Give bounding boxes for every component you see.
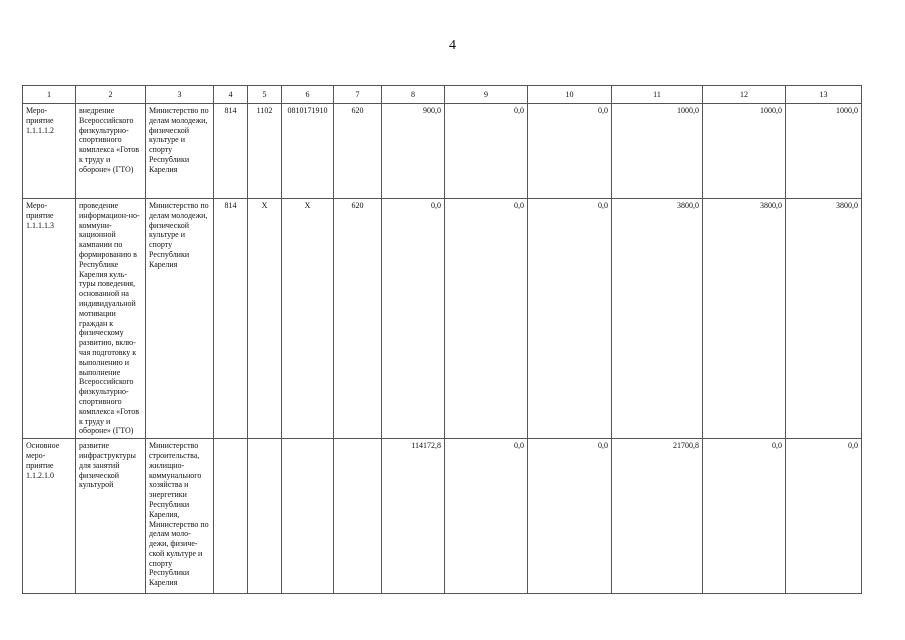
rzpr-cell: X <box>248 199 282 439</box>
header-cell-2: 2 <box>76 86 146 104</box>
value-cell-11: 1000,0 <box>612 104 703 199</box>
name-cell: развитие инфраструктуры для занятий физической культурой <box>76 439 146 594</box>
header-cell-7: 7 <box>334 86 382 104</box>
table-row <box>23 199 862 439</box>
header-cell-6: 6 <box>282 86 334 104</box>
grbs-cell: 814 <box>214 104 248 199</box>
header-cell-10: 10 <box>528 86 612 104</box>
csr-cell: 0810171910 <box>282 104 334 199</box>
header-cell-8: 8 <box>382 86 445 104</box>
rzpr-cell <box>248 439 282 594</box>
value-cell-13: 1000,0 <box>786 104 862 199</box>
name-cell: внедрение Всероссийского физкультурно-спортивного комплекса «Готов к труду и обороне» (ГТО) <box>76 104 146 199</box>
value-cell-8: 900,0 <box>382 104 445 199</box>
vr-cell <box>334 439 382 594</box>
value-cell-13: 3800,0 <box>786 199 862 439</box>
status-cell: Меро-приятие 1.1.1.1.3 <box>23 199 76 439</box>
budget-table <box>22 85 862 594</box>
header-cell-13: 13 <box>786 86 862 104</box>
value-cell-9: 0,0 <box>445 199 528 439</box>
status-cell: Меро-приятие 1.1.1.1.2 <box>23 104 76 199</box>
executor-cell: Министерство по делам молодежи, физической культуре и спорту Республики Карелия <box>146 104 214 199</box>
table-header-row <box>23 86 862 104</box>
header-cell-3: 3 <box>146 86 214 104</box>
value-cell-8: 114172,8 <box>382 439 445 594</box>
name-cell: проведение информацион-но-коммуни-кационной кампании по формированию в Республике Карелия куль-туры поведения, основанной на индивидуальной мотивации граждан к физическому развитию, вклю-чая подготовку к выполнению и выполнение Всероссийского физкультурно-спортивного комплекса «Готов к труду и обороне» (ГТО) <box>76 199 146 439</box>
grbs-cell: 814 <box>214 199 248 439</box>
header-cell-9: 9 <box>445 86 528 104</box>
table-row <box>23 104 862 199</box>
value-cell-10: 0,0 <box>528 104 612 199</box>
csr-cell: X <box>282 199 334 439</box>
value-cell-12: 1000,0 <box>703 104 786 199</box>
table-row <box>23 439 862 594</box>
header-cell-4: 4 <box>214 86 248 104</box>
value-cell-10: 0,0 <box>528 199 612 439</box>
header-cell-1: 1 <box>23 86 76 104</box>
value-cell-11: 21700,8 <box>612 439 703 594</box>
grbs-cell <box>214 439 248 594</box>
value-cell-9: 0,0 <box>445 439 528 594</box>
value-cell-9: 0,0 <box>445 104 528 199</box>
executor-cell: Министерство по делам молодежи, физической культуре и спорту Республики Карелия <box>146 199 214 439</box>
csr-cell <box>282 439 334 594</box>
vr-cell: 620 <box>334 199 382 439</box>
header-cell-11: 11 <box>612 86 703 104</box>
header-cell-12: 12 <box>703 86 786 104</box>
value-cell-12: 0,0 <box>703 439 786 594</box>
value-cell-8: 0,0 <box>382 199 445 439</box>
vr-cell: 620 <box>334 104 382 199</box>
value-cell-10: 0,0 <box>528 439 612 594</box>
value-cell-12: 3800,0 <box>703 199 786 439</box>
executor-cell: Министерство строительства, жилищно-коммунального хозяйства и энергетики Республики Карелия, Министерство по делам моло-дежи, физиче-ской культуре и спорту Республики Карелия <box>146 439 214 594</box>
rzpr-cell: 1102 <box>248 104 282 199</box>
value-cell-13: 0,0 <box>786 439 862 594</box>
header-cell-5: 5 <box>248 86 282 104</box>
status-cell: Основное меро-приятие 1.1.2.1.0 <box>23 439 76 594</box>
page-number: 4 <box>449 38 456 53</box>
value-cell-11: 3800,0 <box>612 199 703 439</box>
